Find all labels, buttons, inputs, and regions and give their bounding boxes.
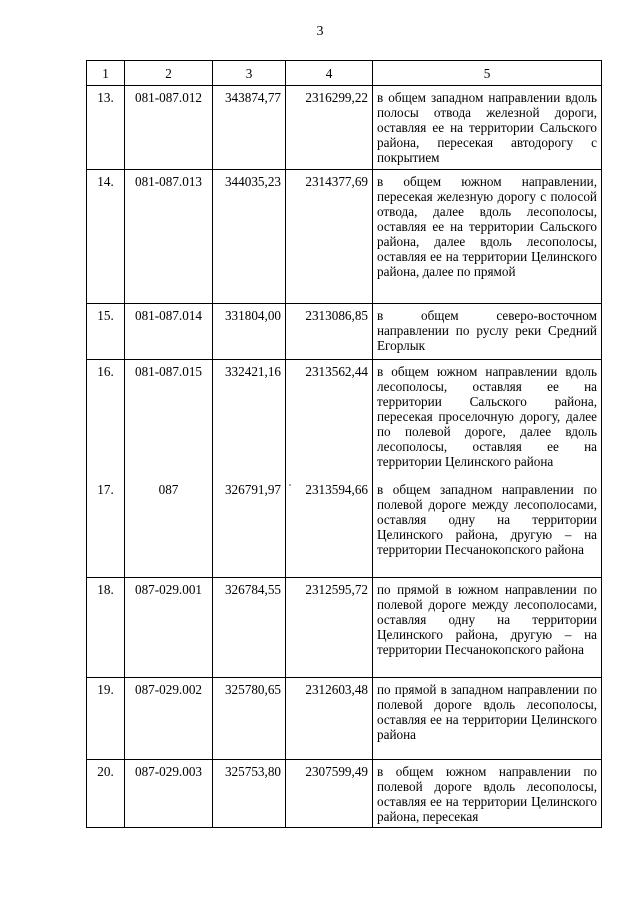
- column-header: 3: [213, 61, 286, 86]
- boundary-description: по прямой в западном направлении по полевой дороге вдоль лесополосы, оставляя ее на территории Целинского района: [373, 678, 602, 760]
- point-code: 081-087.015: [125, 360, 213, 478]
- coordinate-x: 326784,55: [213, 578, 286, 678]
- page-number: 3: [316, 24, 324, 39]
- coordinate-x: 325753,80: [213, 760, 286, 828]
- table-row: [87, 478, 602, 578]
- point-code: 087-029.001: [125, 578, 213, 678]
- point-code: 087-029.003: [125, 760, 213, 828]
- row-number: 15.: [87, 304, 125, 360]
- table-row: [87, 86, 602, 170]
- boundary-description: в общем южном направлении вдоль лесополосы, оставляя ее на территории Сальского района, пересекая проселочную дорогу, далее по полевой дороге, далее вдоль лесополосы, оставляя ее на территории Целинского района: [373, 360, 602, 478]
- coordinate-y: 2312595,72: [286, 578, 373, 678]
- row-number: 13.: [87, 86, 125, 170]
- point-code: 087: [125, 478, 213, 578]
- point-code: 081-087.013: [125, 170, 213, 304]
- row-number: 19.: [87, 678, 125, 760]
- coordinate-x: 325780,65: [213, 678, 286, 760]
- coordinate-x: 331804,00: [213, 304, 286, 360]
- coordinate-y: 2313086,85: [286, 304, 373, 360]
- row-number: 16.: [87, 360, 125, 478]
- point-code: 081-087.014: [125, 304, 213, 360]
- table-row: [87, 678, 602, 760]
- coordinate-y: 2312603,48: [286, 678, 373, 760]
- boundary-description: в общем южном направлении по полевой дороге вдоль лесополосы, оставляя ее на территории Целинского района, пересекая: [373, 760, 602, 828]
- point-code: 081-087.012: [125, 86, 213, 170]
- boundary-points-table: [86, 60, 602, 828]
- coordinate-y: 2314377,69: [286, 170, 373, 304]
- boundary-description: в общем западном направлении вдоль полосы отвода железной дороги, оставляя ее на территории Сальского района, пересекая автодорогу с покрытием: [373, 86, 602, 170]
- boundary-description: в общем западном направлении по полевой дороге между лесополосами, оставляя одну на территории Целинского района, другую – на территории Песчанокопского района: [373, 478, 602, 578]
- column-header: 5: [373, 61, 602, 86]
- boundary-description: в общем северо-восточном направлении по руслу реки Средний Егорлык: [373, 304, 602, 360]
- table-row: [87, 760, 602, 828]
- table-row: [87, 170, 602, 304]
- table-row: [87, 578, 602, 678]
- boundary-description: в общем южном направлении, пересекая железную дорогу с полосой отвода, далее вдоль лесополосы, оставляя ее на территории Сальского района, далее вдоль лесополосы, оставляя ее на территории Целинского района, далее по прямой: [373, 170, 602, 304]
- coordinate-y: 2313594,66: [286, 478, 373, 578]
- row-number: 14.: [87, 170, 125, 304]
- boundary-description: по прямой в южном направлении по полевой дороге между лесополосами, оставляя одну на территории Целинского района, другую – на территории Песчанокопского района: [373, 578, 602, 678]
- coordinate-x: 326791,97: [213, 478, 286, 578]
- row-number: 17.: [87, 478, 125, 578]
- point-code: 087-029.002: [125, 678, 213, 760]
- column-header: 2: [125, 61, 213, 86]
- coordinate-x: 344035,23: [213, 170, 286, 304]
- coordinate-x: 332421,16: [213, 360, 286, 478]
- scan-speck: [289, 484, 291, 486]
- table-header-row: [87, 61, 602, 86]
- table-row: [87, 304, 602, 360]
- coordinate-y: 2307599,49: [286, 760, 373, 828]
- row-number: 20.: [87, 760, 125, 828]
- coordinate-y: 2313562,44: [286, 360, 373, 478]
- coordinate-y: 2316299,22: [286, 86, 373, 170]
- column-header: 4: [286, 61, 373, 86]
- table-row: [87, 360, 602, 478]
- row-number: 18.: [87, 578, 125, 678]
- coordinate-x: 343874,77: [213, 86, 286, 170]
- column-header: 1: [87, 61, 125, 86]
